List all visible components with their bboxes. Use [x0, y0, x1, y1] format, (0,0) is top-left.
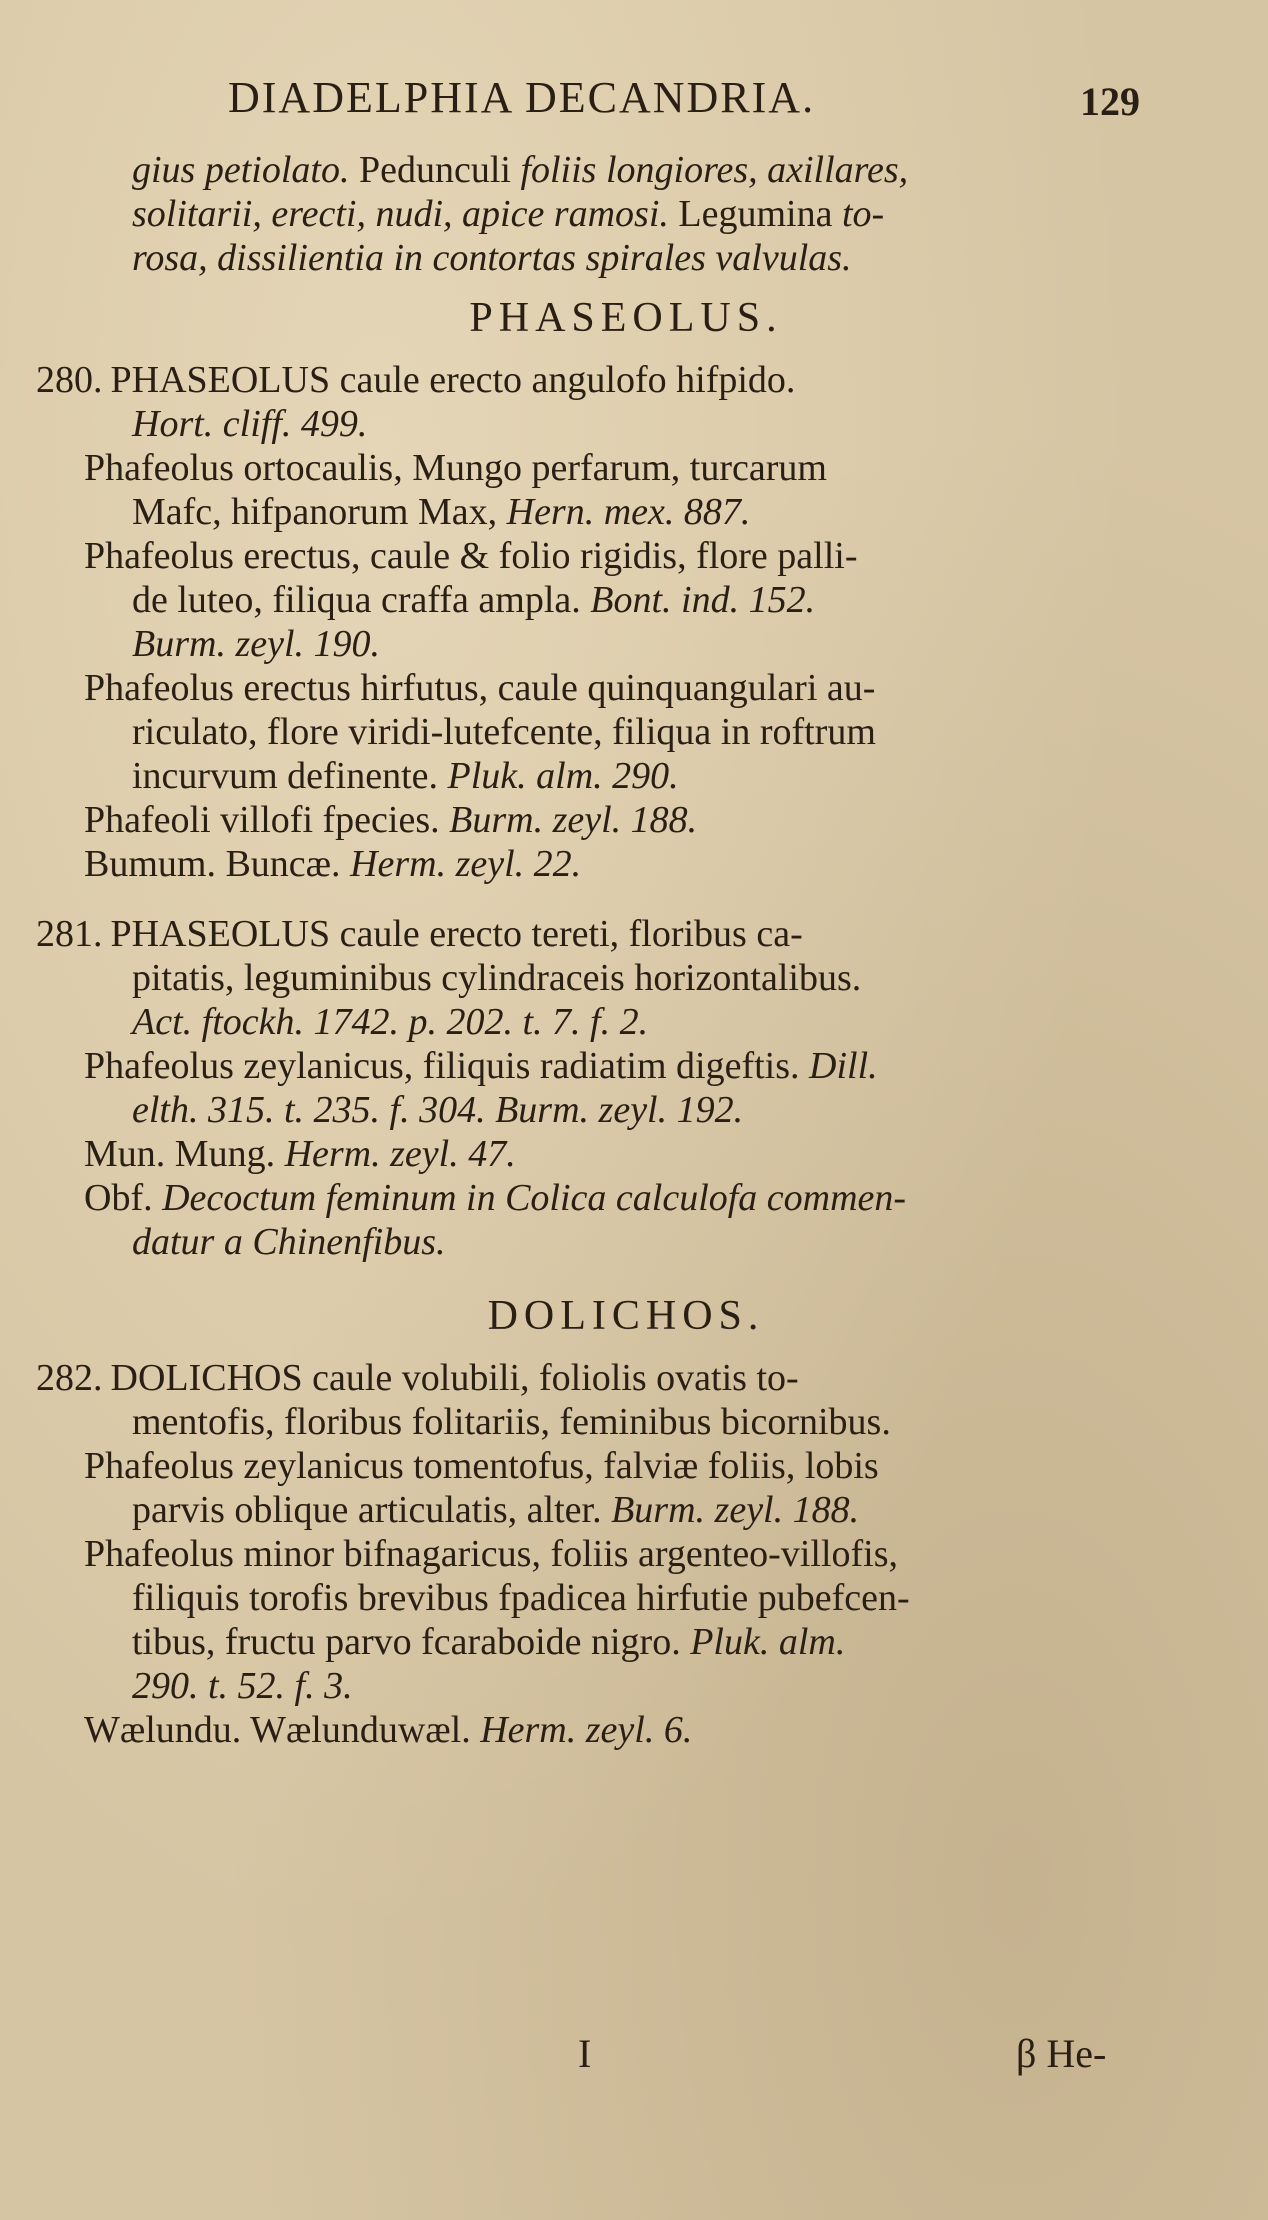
vernacular-text: Bumum. Buncæ.	[84, 843, 351, 885]
section-title-phaseolus: PHASEOLUS.	[469, 295, 783, 341]
citation: Dill.	[809, 1045, 878, 1087]
citation: 290. t. 52. f. 3.	[132, 1665, 353, 1707]
synonym-line	[36, 1488, 1156, 1532]
synonym-line	[36, 622, 1156, 666]
synonym-line	[36, 1088, 1156, 1132]
entry-line	[36, 358, 1156, 402]
vernacular-text: Wælundu. Wælunduwæl.	[84, 1709, 481, 1751]
synonym-text: parvis oblique articulatis, alter.	[132, 1489, 612, 1531]
citation: Burm. zeyl. 188.	[449, 799, 698, 841]
citation: Hort. cliff. 499.	[132, 403, 368, 445]
synonym-line	[36, 578, 1156, 622]
observation-line	[36, 1220, 1156, 1264]
entry-text: mentofis, floribus folitariis, feminibus bicornibus.	[132, 1401, 891, 1443]
entry-line	[36, 1400, 1156, 1444]
intro-line-1	[36, 148, 1156, 192]
vernacular-line	[36, 1132, 1156, 1176]
synonym-text: incurvum definente.	[132, 755, 448, 797]
citation: Act. ftockh. 1742. p. 202. t. 7. f. 2.	[132, 1001, 649, 1043]
vernacular-line	[36, 842, 1156, 886]
observation-label: Obf.	[84, 1177, 163, 1219]
synonym-text: tibus, fructu parvo fcaraboide nigro.	[132, 1621, 691, 1663]
citation: Hern. mex. 887.	[506, 491, 751, 533]
synonym-text: Phafeolus erectus, caule & folio rigidis, flore palli-	[84, 535, 858, 577]
entry-line	[36, 1356, 1156, 1400]
intro-line-3-italic: rosa, dissilientia in contortas spirales valvulas.	[132, 237, 852, 279]
observation-text: datur a Chinenfibus.	[132, 1221, 446, 1263]
page-body	[36, 148, 1156, 1752]
entry-line	[36, 912, 1156, 956]
intro-line-3	[36, 236, 1156, 280]
entry-text: pitatis, leguminibus cylindraceis horizontalibus.	[132, 957, 862, 999]
intro-line-1-italic-2: foliis longiores, axillares,	[520, 149, 909, 191]
entry-number: 281.	[36, 913, 103, 955]
entry-number: 282.	[36, 1357, 103, 1399]
synonym-line	[36, 666, 1156, 710]
synonym-text: Phafeolus erectus hirfutus, caule quinquangulari au-	[84, 667, 876, 709]
synonym-text: Phafeolus zeylanicus tomentofus, falviæ foliis, lobis	[84, 1445, 879, 1487]
synonym-text: filiquis torofis brevibus fpadicea hirfutie pubefcen-	[132, 1577, 910, 1619]
citation: Herm. zeyl. 22.	[350, 843, 582, 885]
observation-line	[36, 1176, 1156, 1220]
synonym-text: riculato, flore viridi-lutefcente, filiqua in roftrum	[132, 711, 876, 753]
section-title-dolichos: DOLICHOS.	[487, 1293, 765, 1339]
entry-text: PHASEOLUS caule erecto tereti, floribus ca-	[110, 913, 803, 955]
synonym-text: Phafeolus zeylanicus, filiquis radiatim digeftis.	[84, 1045, 810, 1087]
synonym-text: Phafeolus ortocaulis, Mungo perfarum, turcarum	[84, 447, 827, 489]
citation: Burm. zeyl. 190.	[132, 623, 381, 665]
synonym-line	[36, 1664, 1156, 1708]
synonym-line	[36, 446, 1156, 490]
entry-line	[36, 1000, 1156, 1044]
entry-number: 280.	[36, 359, 103, 401]
synonym-line	[36, 798, 1156, 842]
entry-281	[36, 912, 1156, 1264]
page-header	[0, 72, 1268, 142]
intro-line-1-italic: gius petiolato.	[132, 149, 350, 191]
page-number: 129	[1080, 79, 1140, 124]
synonym-text: Mafc, hifpanorum Max,	[132, 491, 507, 533]
citation: Pluk. alm. 290.	[447, 755, 679, 797]
synonym-line	[36, 1576, 1156, 1620]
citation: Bont. ind. 152.	[590, 579, 816, 621]
intro-line-2-italic: solitarii, erecti, nudi, apice ramosi.	[132, 193, 669, 235]
synonym-text: de luteo, filiqua craffa ampla.	[132, 579, 591, 621]
signature-mark: I	[578, 2031, 592, 2076]
catchword: β He-	[1016, 2031, 1107, 2076]
intro-line-2-italic-2: to-	[841, 193, 885, 235]
synonym-line	[36, 710, 1156, 754]
observation-text: Decoctum feminum in Colica calculofa commen-	[162, 1177, 907, 1219]
intro-line-2-roman: Legumina	[668, 193, 842, 235]
vernacular-line	[36, 1708, 1156, 1752]
synonym-line	[36, 1620, 1156, 1664]
synonym-line	[36, 1532, 1156, 1576]
entry-text: PHASEOLUS caule erecto angulofo hifpido.	[110, 359, 796, 401]
synonym-line	[36, 754, 1156, 798]
synonym-line	[36, 1444, 1156, 1488]
entry-text: DOLICHOS caule volubili, foliolis ovatis to-	[110, 1357, 799, 1399]
entry-282	[36, 1356, 1156, 1752]
citation: Herm. zeyl. 47.	[284, 1133, 516, 1175]
synonym-text: Phafeoli villofi fpecies.	[84, 799, 450, 841]
entry-line	[36, 956, 1156, 1000]
citation: Herm. zeyl. 6.	[480, 1709, 693, 1751]
citation: Pluk. alm.	[690, 1621, 846, 1663]
intro-line-1-roman: Pedunculi	[349, 149, 521, 191]
page-footer	[0, 2030, 1268, 2090]
intro-line-2	[36, 192, 1156, 236]
synonym-line	[36, 534, 1156, 578]
citation: Burm. zeyl. 188.	[611, 1489, 860, 1531]
synonym-line	[36, 1044, 1156, 1088]
entry-280	[36, 358, 1156, 886]
synonym-text: Phafeolus minor bifnagaricus, foliis argenteo-villofis,	[84, 1533, 899, 1575]
synonym-line	[36, 490, 1156, 534]
running-title: DIADELPHIA DECANDRIA.	[228, 73, 816, 122]
vernacular-text: Mun. Mung.	[84, 1133, 285, 1175]
entry-line	[36, 402, 1156, 446]
citation: elth. 315. t. 235. f. 304. Burm. zeyl. 192.	[132, 1089, 744, 1131]
